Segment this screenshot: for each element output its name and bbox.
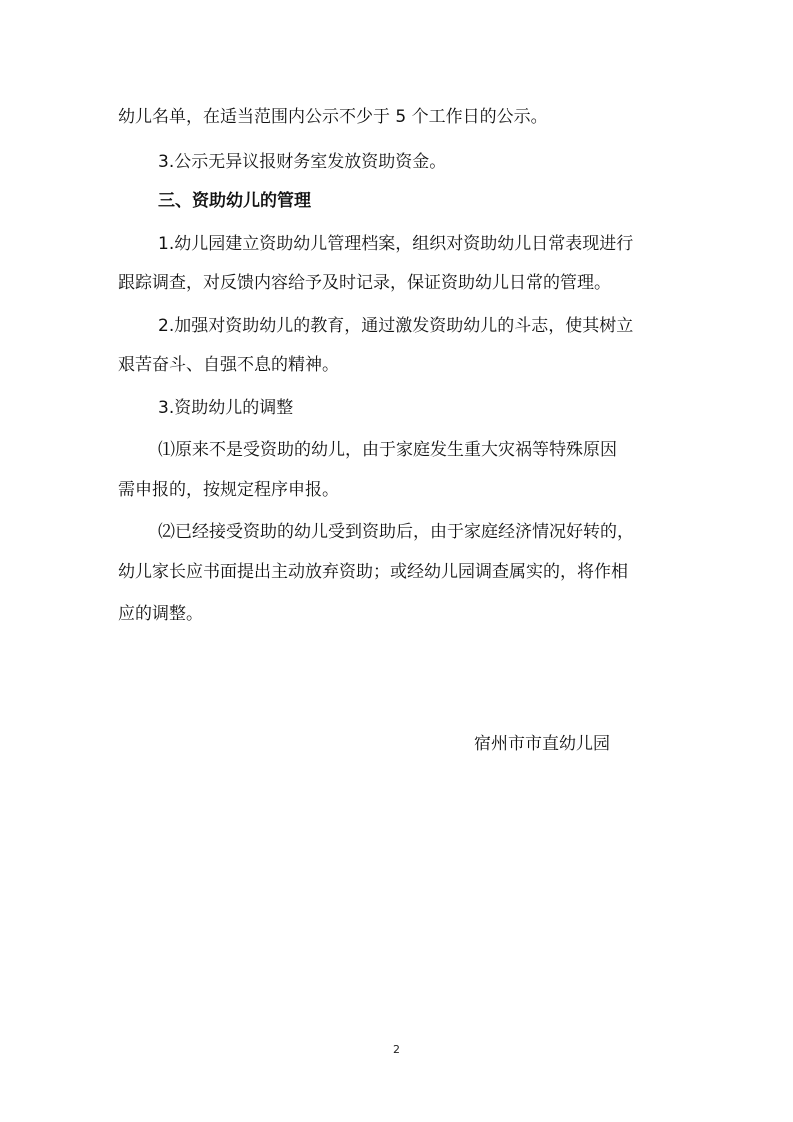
section-heading: 三、资助幼儿的管理 [158, 191, 311, 211]
text-line-5: 跟踪调查，对反馈内容给予及时记录，保证资助幼儿日常的管理。 [118, 273, 611, 293]
text-line-13: 应的调整。 [118, 604, 203, 624]
text-line-4: 1.幼儿园建立资助幼儿管理档案，组织对资助幼儿日常表现进行 [158, 234, 634, 254]
text-line-12: 幼儿家长应书面提出主动放弃资助；或经幼儿园调查属实的，将作相 [118, 562, 628, 582]
text-line-9: ⑴原来不是受资助的幼儿，由于家庭发生重大灾祸等特殊原因 [158, 440, 617, 460]
text-line-8: 3.资助幼儿的调整 [158, 398, 294, 418]
text-line-1: 幼儿名单，在适当范围内公示不少于 5 个工作日的公示。 [118, 107, 548, 127]
text-line-2: 3.公示无异议报财务室发放资助资金。 [158, 152, 447, 172]
text-line-11: ⑵已经接受资助的幼儿受到资助后，由于家庭经济情况好转的， [158, 522, 634, 542]
text-line-10: 需申报的，按规定程序申报。 [118, 480, 339, 500]
text-line-6: 2.加强对资助幼儿的教育，通过激发资助幼儿的斗志，使其树立 [158, 316, 634, 336]
text-line-7: 艰苦奋斗、自强不息的精神。 [118, 355, 339, 375]
page-number: 2 [393, 1043, 400, 1056]
signature: 宿州市市直幼儿园 [474, 734, 610, 754]
